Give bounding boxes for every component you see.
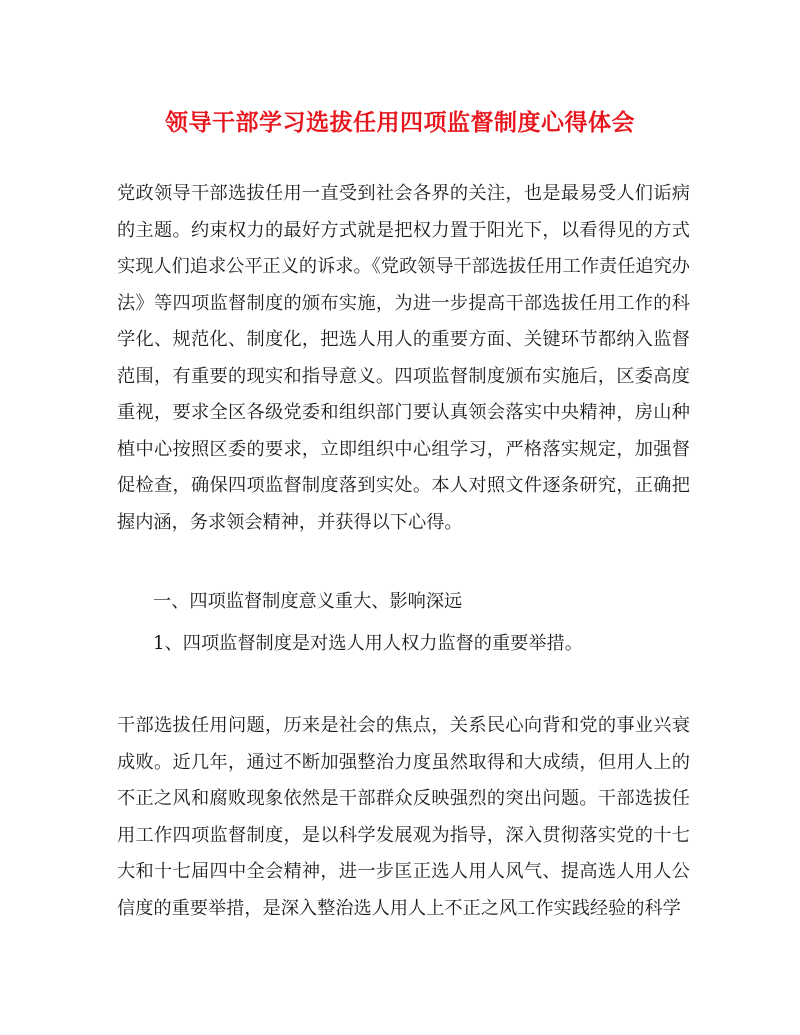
section-heading: 一、四项监督制度意义重大、影响深远	[153, 591, 463, 612]
document-title: 领导干部学习选拔任用四项监督制度心得体会	[165, 109, 635, 136]
body-paragraph: 干部选拔任用问题，历来是社会的焦点，关系民心向背和党的事业兴衰成败。近几年，通过不断加强整治力度虽然取得和大成绩，但用人上的不正之风和腐败现象依然是干部群众反映强烈的突出问题。干部选拔任用工作四项监督制度，是以科学发展观为指导，深入贯彻落实党的十七大和十七届四中全会精神，进一步匡正选人用人风气、提高选人用人公信度的重要举措，是深入整治选人用人上不正之风工作实践经验的科学	[117, 715, 690, 919]
body-paragraph-intro: 党政领导干部选拔任用一直受到社会各界的关注，也是最易受人们诟病的主题。约束权力的最好方式就是把权力置于阳光下，以看得见的方式实现人们追求公平正义的诉求。《党政领导干部选拔任用工作责任追究办法》等四项监督制度的颁布实施，为进一步提高干部选拔任用工作的科学化、规范化、制度化，把选人用人的重要方面、关键环节都纳入监督范围，有重要的现实和指导意义。四项监督制度颁布实施后，区委高度重视，要求全区各级党委和组织部门要认真领会落实中央精神，房山种植中心按照区委的要求，立即组织中心组学习，严格落实规定，加强督促检查，确保四项监督制度落到实处。本人对照文件逐条研究，正确把握内涵，务求领会精神，并获得以下心得。	[117, 183, 690, 533]
subsection-heading: 1、四项监督制度是对选人用人权力监督的重要举措。	[153, 633, 583, 654]
